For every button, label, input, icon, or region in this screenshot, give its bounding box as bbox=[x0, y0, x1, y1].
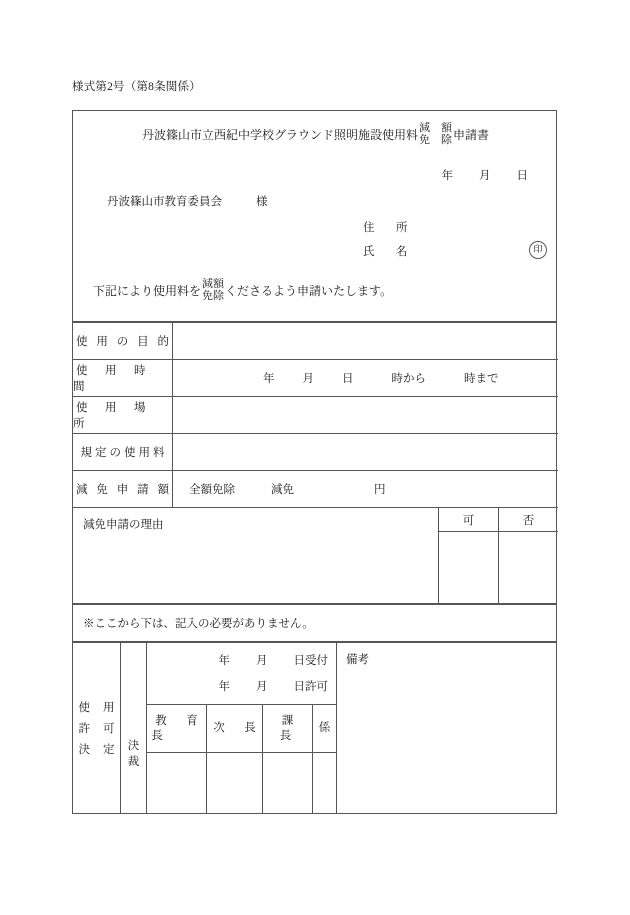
document-title-genmen-stack bbox=[419, 123, 452, 147]
document-title-reduction: 減 額 bbox=[419, 122, 452, 134]
permit-date-year: 年 bbox=[218, 681, 230, 693]
document-title-exemption: 免 除 bbox=[419, 133, 452, 146]
judgement-column-approve bbox=[438, 508, 498, 603]
table-row-reason bbox=[73, 508, 558, 603]
signature-label-section-chief bbox=[263, 705, 313, 753]
deputy-label: 次 長 bbox=[213, 722, 260, 735]
table-row-purpose bbox=[73, 323, 558, 360]
use-time-from: 時から bbox=[391, 373, 426, 385]
superintendent-line-0: 教 育 bbox=[155, 715, 202, 728]
use-time-day: 日 bbox=[342, 373, 354, 385]
signature-value-deputy[interactable] bbox=[207, 753, 263, 813]
receipt-date-line bbox=[219, 652, 329, 668]
judgement-column-reject bbox=[498, 508, 558, 603]
signature-label-superintendent bbox=[147, 705, 207, 753]
fee-unit: 円 bbox=[374, 484, 386, 496]
addressee-honorific: 様 bbox=[256, 196, 268, 208]
table-row-standard-fee bbox=[73, 434, 558, 471]
request-sentence-after: くださるよう申請いたします。 bbox=[225, 284, 393, 299]
use-time-to: 時まで bbox=[464, 373, 499, 385]
receipt-date-month: 月 bbox=[256, 655, 268, 667]
row-label-standard-fee: 規定の使用料 bbox=[73, 434, 173, 470]
header-box bbox=[72, 110, 557, 322]
superintendent-line-1: 長 bbox=[151, 729, 163, 742]
receipt-date-day-suffix: 日受付 bbox=[293, 655, 328, 667]
permit-date-day-suffix: 日許可 bbox=[293, 681, 328, 693]
applicant-address-label: 住 所 bbox=[363, 222, 413, 234]
document-title-prefix: 丹波篠山市立西紀中学校グラウンド照明施設使用料 bbox=[141, 128, 418, 143]
row-label-requested-amount: 減 免 申 請 額 bbox=[73, 471, 173, 507]
note-box bbox=[72, 604, 557, 642]
receipt-date-year: 年 bbox=[218, 655, 230, 667]
decision-char-0: 使 bbox=[78, 702, 90, 714]
judgement-label-reject: 否 bbox=[499, 508, 558, 532]
submission-date-month: 月 bbox=[479, 170, 491, 182]
row-value-place[interactable] bbox=[173, 397, 558, 433]
main-table bbox=[72, 322, 557, 604]
submission-date-year: 年 bbox=[441, 170, 453, 182]
clerk-label: 係 bbox=[318, 722, 331, 735]
approval-decision-label bbox=[73, 643, 121, 813]
addressee-name: 丹波篠山市教育委員会 bbox=[107, 196, 222, 208]
request-sentence-before: 下記により使用料を bbox=[93, 284, 202, 299]
applicant-name-row bbox=[363, 243, 543, 267]
kessai-char-0: 決 bbox=[127, 740, 140, 753]
permit-date-month: 月 bbox=[256, 681, 268, 693]
remark-column[interactable] bbox=[337, 643, 558, 813]
note-text: ※ここから下は、記入の必要がありません。 bbox=[83, 618, 314, 630]
decision-char-3: 可 bbox=[103, 723, 115, 735]
applicant-block bbox=[363, 219, 543, 267]
permit-date-line bbox=[219, 678, 329, 694]
table-row-use-time bbox=[73, 360, 558, 397]
fee-reduction-option[interactable]: 減免 bbox=[271, 484, 294, 496]
decision-char-2: 許 bbox=[78, 723, 90, 735]
form-number-label: 様式第2号（第8条関係） bbox=[72, 81, 201, 93]
row-label-use-time: 使 用 時 間 bbox=[73, 360, 173, 396]
fee-full-exemption-option[interactable]: 全額免除 bbox=[189, 484, 235, 496]
request-sentence bbox=[93, 279, 392, 303]
use-time-month: 月 bbox=[302, 373, 314, 385]
decision-char-1: 用 bbox=[103, 702, 115, 714]
signature-value-section-chief[interactable] bbox=[263, 753, 313, 813]
signature-value-superintendent[interactable] bbox=[147, 753, 207, 813]
submission-date-line bbox=[442, 167, 529, 183]
judgement-label-approve: 可 bbox=[439, 508, 498, 532]
addressee bbox=[107, 193, 268, 209]
row-value-standard-fee[interactable] bbox=[173, 434, 558, 470]
applicant-address-row bbox=[363, 219, 413, 243]
signature-value-clerk[interactable] bbox=[313, 753, 337, 813]
decision-char-5: 定 bbox=[103, 744, 115, 756]
table-row-requested-amount bbox=[73, 471, 558, 508]
seal-icon: 印 bbox=[529, 241, 547, 259]
row-label-reason: 減免申請の理由 bbox=[83, 519, 164, 531]
request-genmen-stack bbox=[202, 279, 224, 303]
judgement-value-reject[interactable] bbox=[499, 532, 558, 601]
table-row-place bbox=[73, 397, 558, 434]
request-reduction: 減額 bbox=[202, 278, 225, 290]
signature-label-clerk bbox=[313, 705, 337, 753]
document-title-suffix: 申請書 bbox=[453, 128, 490, 143]
section-chief-label: 課 長 bbox=[279, 715, 313, 742]
row-label-place: 使 用 場 所 bbox=[73, 397, 173, 433]
use-time-year: 年 bbox=[263, 373, 275, 385]
judgement-value-approve[interactable] bbox=[439, 532, 498, 601]
signature-label-deputy bbox=[207, 705, 263, 753]
row-value-requested-amount[interactable] bbox=[173, 471, 558, 507]
remark-label: 備考 bbox=[346, 654, 369, 666]
document-title bbox=[73, 123, 558, 147]
row-label-purpose: 使 用 の 目 的 bbox=[73, 323, 173, 359]
row-value-use-time[interactable] bbox=[173, 360, 558, 396]
kessai-char-1: 裁 bbox=[127, 756, 140, 768]
approval-kessai-label bbox=[121, 643, 147, 813]
row-value-purpose[interactable] bbox=[173, 323, 558, 359]
request-exemption: 免除 bbox=[202, 289, 225, 302]
applicant-name-label: 氏 名 bbox=[363, 246, 413, 258]
approval-date-area bbox=[147, 643, 337, 705]
decision-char-4: 決 bbox=[78, 744, 90, 756]
submission-date-day: 日 bbox=[516, 170, 528, 182]
approval-table bbox=[72, 642, 557, 814]
